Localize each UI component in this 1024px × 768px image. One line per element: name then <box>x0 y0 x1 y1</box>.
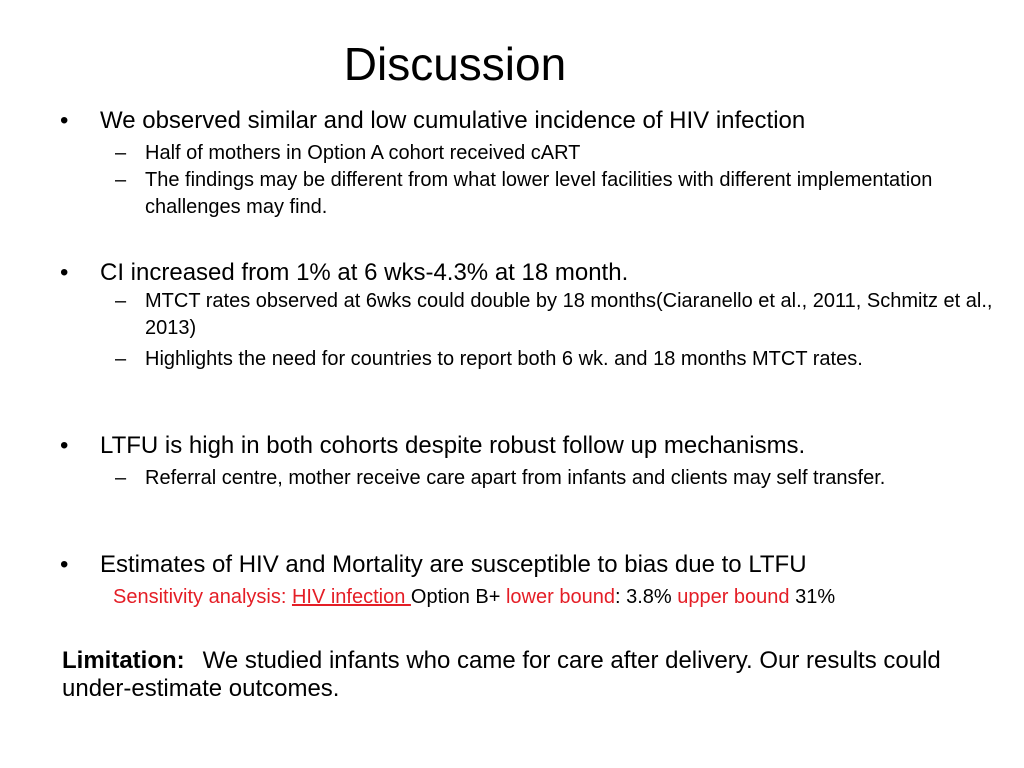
option-text: Option B+ <box>410 586 506 608</box>
limitation-text: We studied infants who came for care after delivery. Our results could under-estimate outcomes. <box>62 647 941 702</box>
bullet-text: CI increased from 1% at 6 wks-4.3% at 18 month. <box>100 259 629 286</box>
sensitivity-label: Sensitivity analysis: <box>113 586 292 608</box>
sub-dash: – <box>115 142 127 164</box>
sub-dash: – <box>115 290 127 312</box>
slide-title: Discussion <box>343 38 567 90</box>
sub-dash: – <box>115 467 127 489</box>
sub-dash: – <box>115 169 127 191</box>
upper-bound-value: 31% <box>795 586 836 608</box>
limitation-label: Limitation: <box>62 647 185 674</box>
bullet-text: Estimates of HIV and Mortality are susceptible to bias due to LTFU <box>100 551 807 578</box>
lower-bound-value: : 3.8% <box>614 586 678 608</box>
bullet-text: LTFU is high in both cohorts despite robust follow up mechanisms. <box>100 432 806 459</box>
sub-dash: – <box>115 348 127 370</box>
bullet-dot: • <box>60 259 69 286</box>
sub-text: The findings may be different from what lower level facilities with different implementation challenges may find. <box>145 169 933 218</box>
sub-text: Referral centre, mother receive care apart from infants and clients may self transfer. <box>145 467 886 489</box>
bullet-text: We observed similar and low cumulative incidence of HIV infection <box>100 107 806 134</box>
bullet-dot: • <box>60 551 69 578</box>
hiv-infection-link-text: HIV infection <box>291 586 411 608</box>
sub-text: Half of mothers in Option A cohort received cART <box>145 142 581 164</box>
sub-text: Highlights the need for countries to report both 6 wk. and 18 months MTCT rates. <box>145 348 863 370</box>
bullet-dot: • <box>60 107 69 134</box>
limitation-paragraph <box>62 647 962 703</box>
upper-bound-label: upper bound <box>677 586 796 608</box>
bullet-dot: • <box>60 432 69 459</box>
sub-text: MTCT rates observed at 6wks could double by 18 months(Ciaranello et al., 2011, Schmitz et al., 2013) <box>145 290 993 339</box>
lower-bound-label: lower bound <box>505 586 615 608</box>
sensitivity-analysis-line <box>113 584 835 611</box>
